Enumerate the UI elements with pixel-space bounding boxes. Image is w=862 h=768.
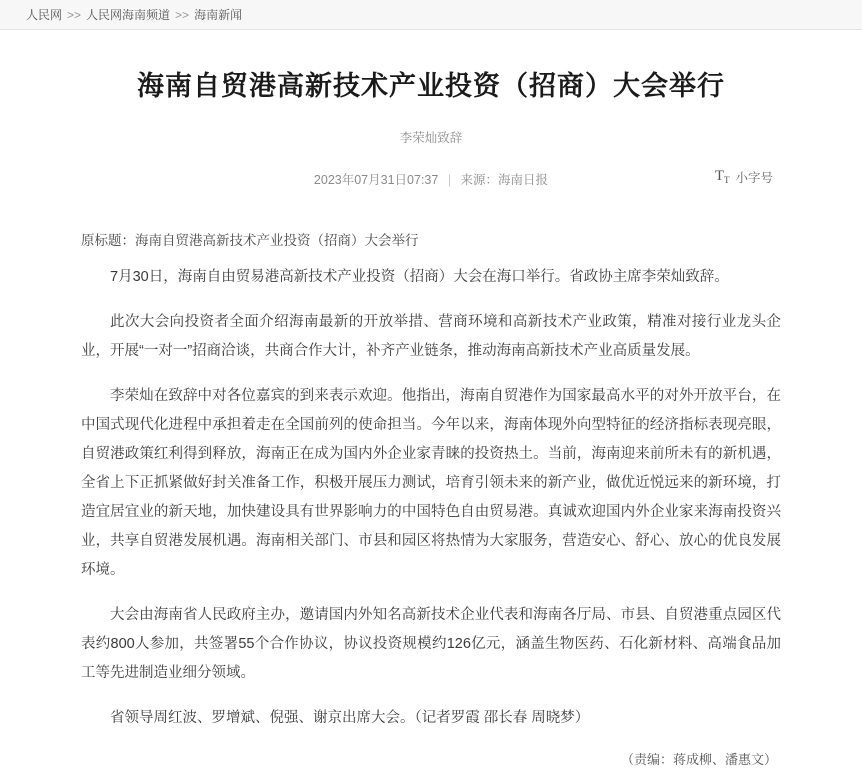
article-body	[81, 263, 781, 733]
breadcrumb-item-1[interactable]: 人民网海南频道	[86, 8, 171, 22]
original-title-label: 原标题：	[81, 232, 135, 248]
breadcrumb-separator-1: >>	[175, 7, 190, 22]
font-size-icon: $T_T$	[714, 168, 730, 185]
meta-separator: |	[447, 172, 452, 187]
breadcrumb-separator-0: >>	[67, 7, 82, 22]
original-title-text: 海南自贸港高新技术产业投资（招商）大会举行	[135, 232, 419, 248]
original-title	[81, 228, 781, 254]
breadcrumb-item-2[interactable]: 海南新闻	[194, 8, 243, 22]
article-subhead: 李荣灿致辞	[399, 130, 463, 145]
editor-credit: （责编：蒋成柳、潘惠文）	[620, 752, 777, 768]
article-paragraph: 省领导周红波、罗增斌、倪强、谢京出席大会。（记者罗霞 邵长春 周晓梦）	[110, 710, 590, 727]
article-meta	[81, 170, 781, 188]
article-paragraph: 7月30日，海南自由贸易港高新技术产业投资（招商）大会在海口举行。省政协主席李荣灿致辞。	[110, 269, 729, 286]
article-date: 2023年07月31日07:37	[313, 172, 439, 187]
article-paragraph: 此次大会向投资者全面介绍海南最新的开放举措、营商环境和高新技术产业政策，精准对接行业龙头企业，开展“一对一”招商洽谈，共商合作大计，补齐产业链条，推动海南高新技术产业高质量发展。	[81, 314, 781, 360]
article-source: 来源：海南日报	[460, 172, 549, 187]
font-size-icon-sub: T	[723, 175, 730, 185]
font-size-button[interactable]	[715, 168, 773, 186]
page-title: 海南自贸港高新技术产业投资（招商）大会举行	[137, 71, 725, 101]
article-paragraph: 李荣灿在致辞中对各位嘉宾的到来表示欢迎。他指出，海南自贸港作为国家最高水平的对外开放平台，在中国式现代化进程中承担着走在全国前列的使命担当。今年以来，海南体现外向型特征的经济指标表现亮眼，自贸港政策红利得到释放，海南正在成为国内外企业家青睐的投资热土。当前，海南迎来前所未有的新机遇，全省上下正抓紧做好封关准备工作，积极开展压力测试，培育引领未来的新产业，做优近悦远来的新环境，打造宜居宜业的新天地，加快建设具有世界影响力的中国特色自由贸易港。真诚欢迎国内外企业家来海南投资兴业，共享自贸港发展机遇。海南相关部门、市县和园区将热情为大家服务，营造安心、舒心、放心的优良发展环境。	[81, 388, 781, 579]
breadcrumb	[0, 0, 862, 30]
article-paragraph: 大会由海南省人民政府主办，邀请国内外知名高新技术企业代表和海南各厅局、市县、自贸港重点园区代表约800人参加，共签署55个合作协议，协议投资规模约126亿元，涵盖生物医药、石化新材料、高端食品加工等先进制造业细分领域。	[81, 607, 781, 682]
breadcrumb-item-0[interactable]: 人民网	[26, 8, 63, 22]
article-container	[81, 30, 781, 768]
font-size-label: 小字号	[735, 171, 773, 185]
